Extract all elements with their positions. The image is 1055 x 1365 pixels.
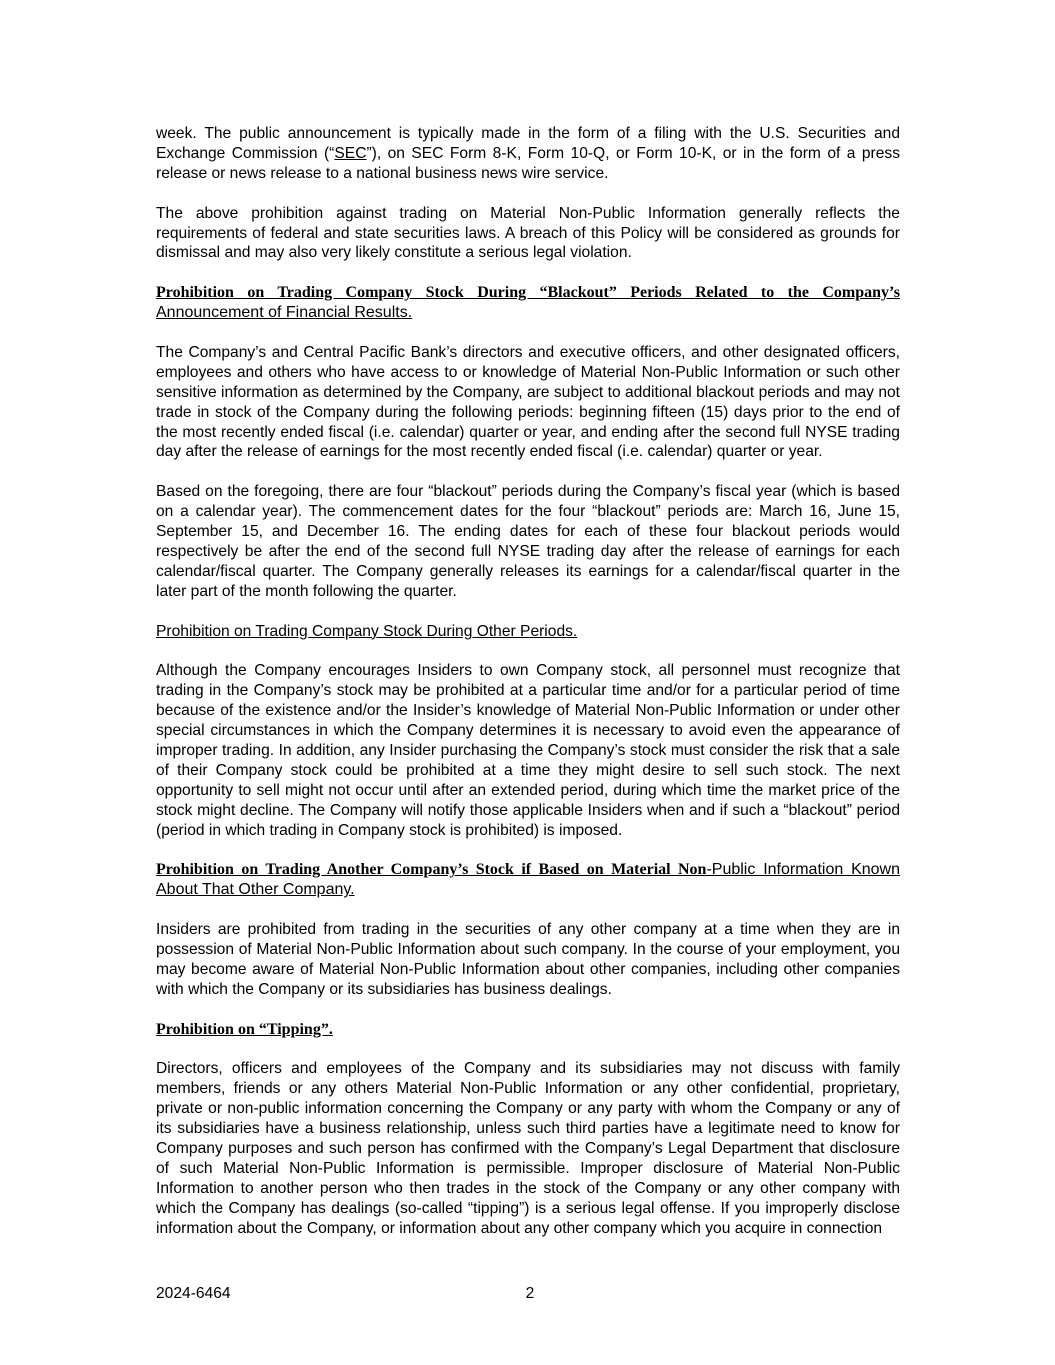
- paragraph-another-company: Insiders are prohibited from trading in the securities of any other company at a time when they are in possession of Material Non-Public Information about such company. In the course of your employment, you may become aware of Material Non-Public Information about other companies, including other companies with which the Company or its subsidiaries has business dealings.: [156, 921, 900, 998]
- sec-abbreviation: SEC: [334, 144, 367, 162]
- heading-text-continued: -Public Information Known About That Other Company.: [156, 861, 900, 899]
- paragraph-text: ”), on SEC Form 8-K, Form 10-Q, or Form 10-K, or in the form of a press release or news release to a national business news wire service.: [156, 144, 900, 182]
- paragraph-text: week. The public announcement is typically made in the form of a filing with the U.S. Securities and Exchange Commission (“: [156, 125, 900, 162]
- heading-text: Prohibition on Trading Another Company’s Stock if Based on Material Non: [156, 861, 707, 879]
- heading-blackout-periods: [156, 283, 900, 323]
- paragraph-blackout-dates: Based on the foregoing, there are four “blackout” periods during the Company’s fiscal year (which is based on a calendar year). The commencement dates for the four “blackout” periods are: March 16, June 15, September 15, and December 16. The ending dates for each of these four blackout periods would respectively be after the end of the second full NYSE trading day after the release of earnings for each calendar/fiscal quarter. The Company generally releases its earnings for a calendar/fiscal quarter in the later part of the month following the quarter.: [156, 483, 900, 600]
- document-body: [156, 124, 900, 1258]
- footer-document-id: 2024-6464: [156, 1285, 231, 1302]
- paragraph-public-announcement: [156, 124, 900, 184]
- heading-tipping: Prohibition on “Tipping”.: [156, 1020, 333, 1038]
- heading-another-company: [156, 860, 900, 900]
- heading-other-periods: Prohibition on Trading Company Stock During Other Periods.: [156, 622, 578, 640]
- paragraph-blackout-applicability: The Company’s and Central Pacific Bank’s directors and executive officers, and other designated officers, employees and others who have access to or knowledge of Material Non-Public Information or such other sensitive information as determined by the Company, are subject to additional blackout periods and may not trade in stock of the Company during the following periods: beginning fifteen (15) days prior to the end of the most recently ended fiscal (i.e. calendar) quarter or year, and ending after the second full NYSE trading day after the release of earnings for the most recently ended fiscal (i.e. calendar) quarter or year.: [156, 343, 900, 461]
- heading-text-continued: Announcement of Financial Results.: [156, 304, 413, 322]
- paragraph-tipping: Directors, officers and employees of the Company and its subsidiaries may not discuss with family members, friends or any others Material Non-Public Information or any other confidential, proprietary, private or non-public information concerning the Company or any party with whom the Company or any of its subsidiaries have a business relationship, unless such third parties have a legitimate need to know for Company purposes and such person has confirmed with the Company’s Legal Department that disclosure of such Material Non-Public Information is permissible. Improper disclosure of Material Non-Public Information to another person who then trades in the stock of the Company or any other company with which the Company has dealings (so-called “tipping”) is a serious legal offense. If you improperly disclose information about the Company, or information about any other company which you acquire in connection: [156, 1060, 900, 1237]
- paragraph-other-periods: Although the Company encourages Insiders to own Company stock, all personnel must recognize that trading in the Company’s stock may be prohibited at a particular time and/or for a particular period of time because of the existence and/or the Insider’s knowledge of Material Non-Public Information or under other special circumstances in which the Company determines it is necessary to avoid even the appearance of improper trading. In addition, any Insider purchasing the Company’s stock must consider the risk that a sale of their Company stock could be prohibited at a time they might desire to sell such stock. The next opportunity to sell might not occur until after an extended period, during which time the market price of the stock might decline. The Company will notify those applicable Insiders when and if such a “blackout” period (period in which trading in Company stock is prohibited) is imposed.: [156, 662, 900, 839]
- footer-page-number: 2: [525, 1285, 535, 1302]
- heading-text: Prohibition on Trading Company Stock During “Blackout” Periods Related to the Company’s: [156, 284, 900, 302]
- paragraph-prohibition-summary: The above prohibition against trading on Material Non-Public Information generally reflects the requirements of federal and state securities laws. A breach of this Policy will be considered as grounds for dismissal and may also very likely constitute a serious legal violation.: [156, 204, 900, 262]
